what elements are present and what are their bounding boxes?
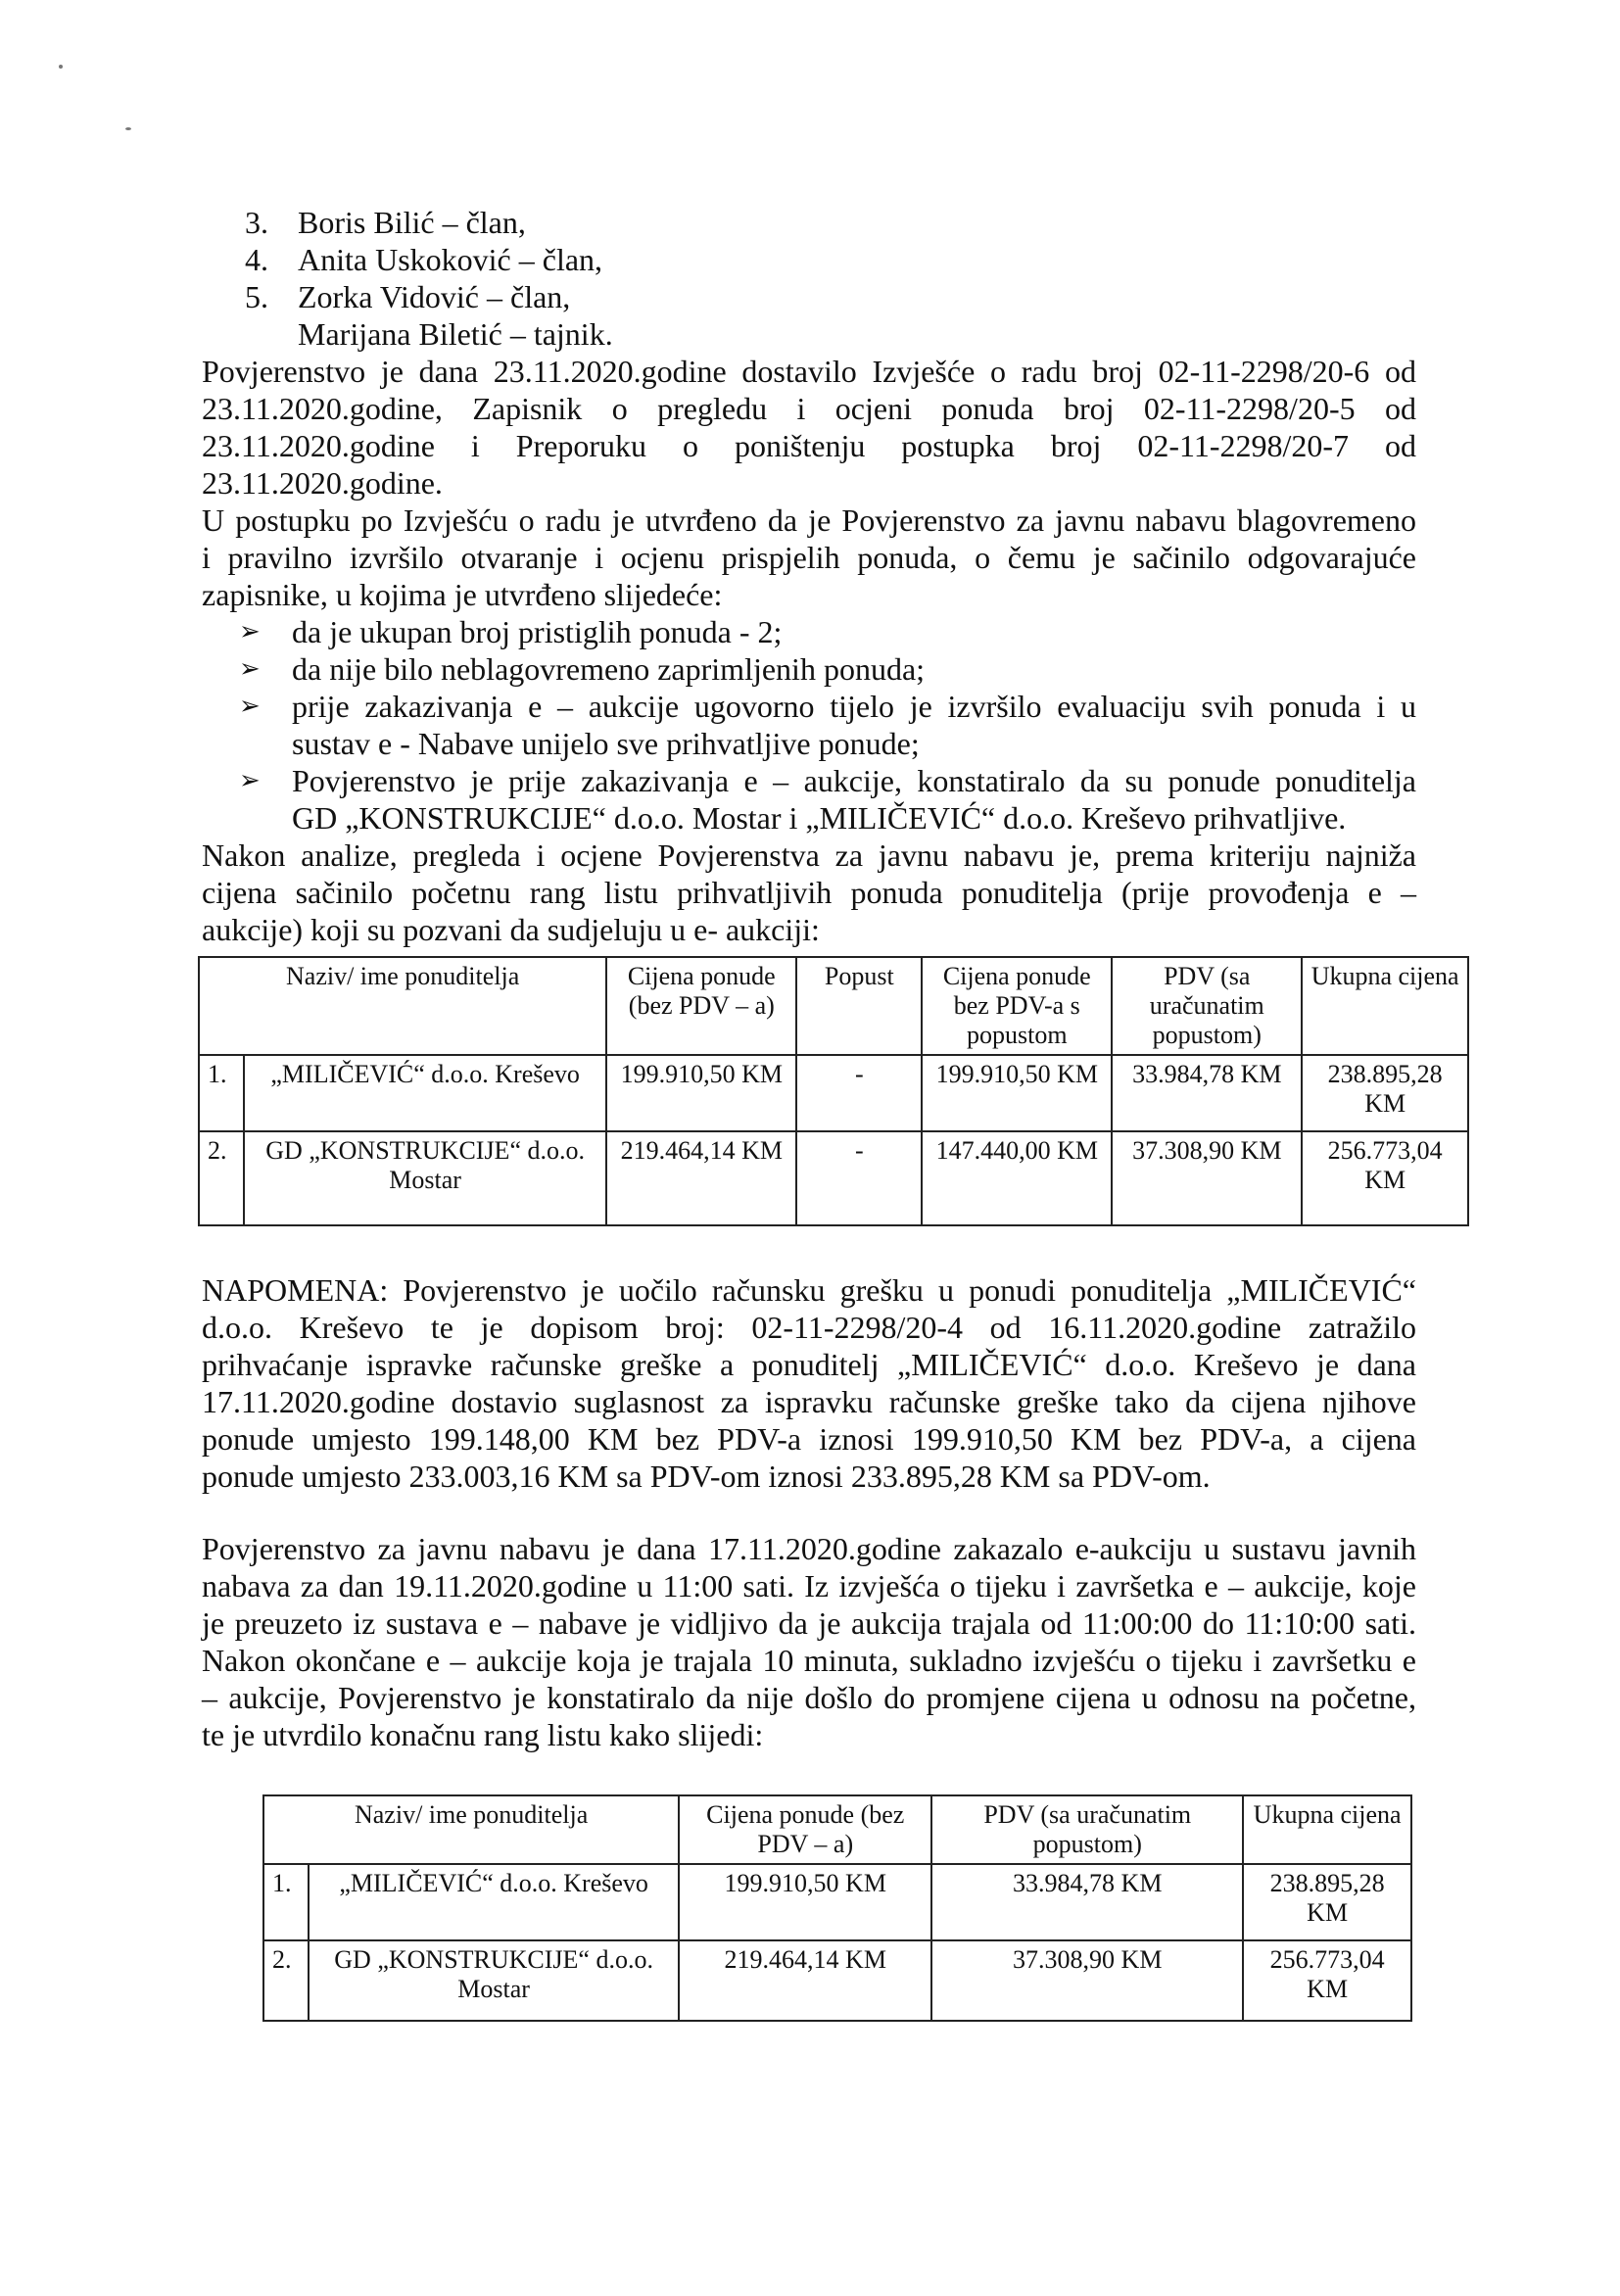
paragraph-reports: Povjerenstvo je dana 23.11.2020.godine dostavilo Izvješće o radu broj 02-11-2298/20-6 od 23.11.2020.godine, Zapisnik o pregledu i ocjeni ponuda broj 02-11-2298/20-5 od 23.11.2020.godine i Preporuku o poništenju postupka broj 02-11-2298/20-7 od 23.11.2020.godine. — [202, 354, 1416, 501]
arrow-bullet-icon: ➢ — [239, 617, 261, 646]
note-paragraph: NAPOMENA: Povjerenstvo je uočilo računsku grešku u ponudi ponuditelja „MILIČEVIĆ“ d.o.o. Kreševo te je dopisom broj: 02-11-2298/20-4 od 16.11.2020.godine zatražilo prihvaćanje ispravke računske greške a ponuditelj „MILIČEVIĆ“ d.o.o. Kreševo je dana 17.11.2020.godine dostavio suglasnost za ispravku računske greške tako da cijena njihove ponude umjesto 199.148,00 KM bez PDV-a iznosi 199.910,50 KM bez PDV-a, a cijena ponude umjesto 233.003,16 KM sa PDV-om iznosi 233.895,28 KM sa PDV-om. — [202, 1272, 1416, 1494]
member-list — [202, 204, 1416, 353]
final-ranking-table — [262, 1794, 1412, 2022]
finding-item: ➢ da je ukupan broj pristiglih ponuda - 2; — [202, 613, 1416, 650]
findings-list — [202, 613, 1416, 837]
secretary-line: Marijana Biletić – tajnik. — [298, 316, 613, 352]
scan-speck — [125, 127, 131, 130]
table-row: 2. GD „KONSTRUKCIJE“ d.o.o. Mostar 219.464,14 KM 37.308,90 KM 256.773,04 KM — [263, 1940, 1411, 2021]
scan-speck — [59, 65, 63, 69]
table-row: 1. „MILIČEVIĆ“ d.o.o. Kreševo 199.910,50 KM - 199.910,50 KM 33.984,78 KM 238.895,28 KM — [199, 1055, 1468, 1131]
table-row: 1. „MILIČEVIĆ“ d.o.o. Kreševo 199.910,50 KM 33.984,78 KM 238.895,28 KM — [263, 1864, 1411, 1940]
table-header-row: Naziv/ ime ponuditelja Cijena ponude (bez PDV – a) Popust Cijena ponude bez PDV-a s popustom PDV (sa uračunatim popustom) Ukupna cijena — [199, 957, 1468, 1055]
paragraph-findings: U postupku po Izvješću o radu je utvrđeno da je Povjerenstvo za javnu nabavu blagovremeno i pravilno izvršilo otvaranje i ocjenu prispjelih ponuda, o čemu je sačinilo odgovarajuće zapisnike, u kojima je utvrđeno slijedeće: — [202, 502, 1416, 612]
member-item: 3. Boris Bilić – član, — [245, 205, 526, 240]
table-row: 2. GD „KONSTRUKCIJE“ d.o.o. Mostar 219.464,14 KM - 147.440,00 KM 37.308,90 KM 256.773,04 KM — [199, 1131, 1468, 1225]
arrow-bullet-icon: ➢ — [239, 654, 261, 683]
finding-item: ➢ da nije bilo neblagovremeno zaprimljenih ponuda; — [202, 650, 1416, 688]
paragraph-auction: Povjerenstvo za javnu nabavu je dana 17.11.2020.godine zakazalo e-aukciju u sustavu javnih nabava za dan 19.11.2020.godine u 11:00 sati. Iz izvješća o tijeku i završetka e – aukcije, koje je preuzeto iz sustava e – nabave je vidljivo da je aukcija trajala od 11:00:00 do 11:10:00 sati. Nakon okončane e – aukcije koja je trajala 10 minuta, sukladno izvješću o tijeku i završetku e – aukcije, Povjerenstvo je konstatiralo da nije došlo do promjene cijena u odnosu na početne, te je utvrdilo konačnu rang listu kako slijedi: — [202, 1531, 1416, 1752]
finding-item: ➢ prije zakazivanja e – aukcije ugovorno tijelo je izvršilo evaluaciju svih ponuda i u sustav e - Nabave unijelo sve prihvatljive ponude; — [202, 688, 1416, 762]
arrow-bullet-icon: ➢ — [239, 766, 261, 794]
initial-ranking-table — [198, 956, 1469, 1226]
paragraph-analysis: Nakon analize, pregleda i ocjene Povjerenstva za javnu nabavu je, prema kriteriju najniža cijena sačinilo početnu rang listu prihvatljivih ponuda ponuditelja (prije provođenja e – aukcije) koji su pozvani da sudjeluju u e- aukciji: — [202, 837, 1416, 947]
member-item: 5. Zorka Vidović – član, — [245, 279, 571, 314]
member-item: 4. Anita Uskoković – član, — [245, 242, 603, 277]
finding-item: ➢ Povjerenstvo je prije zakazivanja e – aukcije, konstatiralo da su ponude ponuditelja GD „KONSTRUKCIJE“ d.o.o. Mostar i „MILIČEVIĆ“ d.o.o. Kreševo prihvatljive. — [202, 762, 1416, 837]
document-page — [202, 204, 1459, 2022]
table-header-row: Naziv/ ime ponuditelja Cijena ponude (bez PDV – a) PDV (sa uračunatim popustom) Ukupna cijena — [263, 1795, 1411, 1864]
arrow-bullet-icon: ➢ — [239, 692, 261, 720]
